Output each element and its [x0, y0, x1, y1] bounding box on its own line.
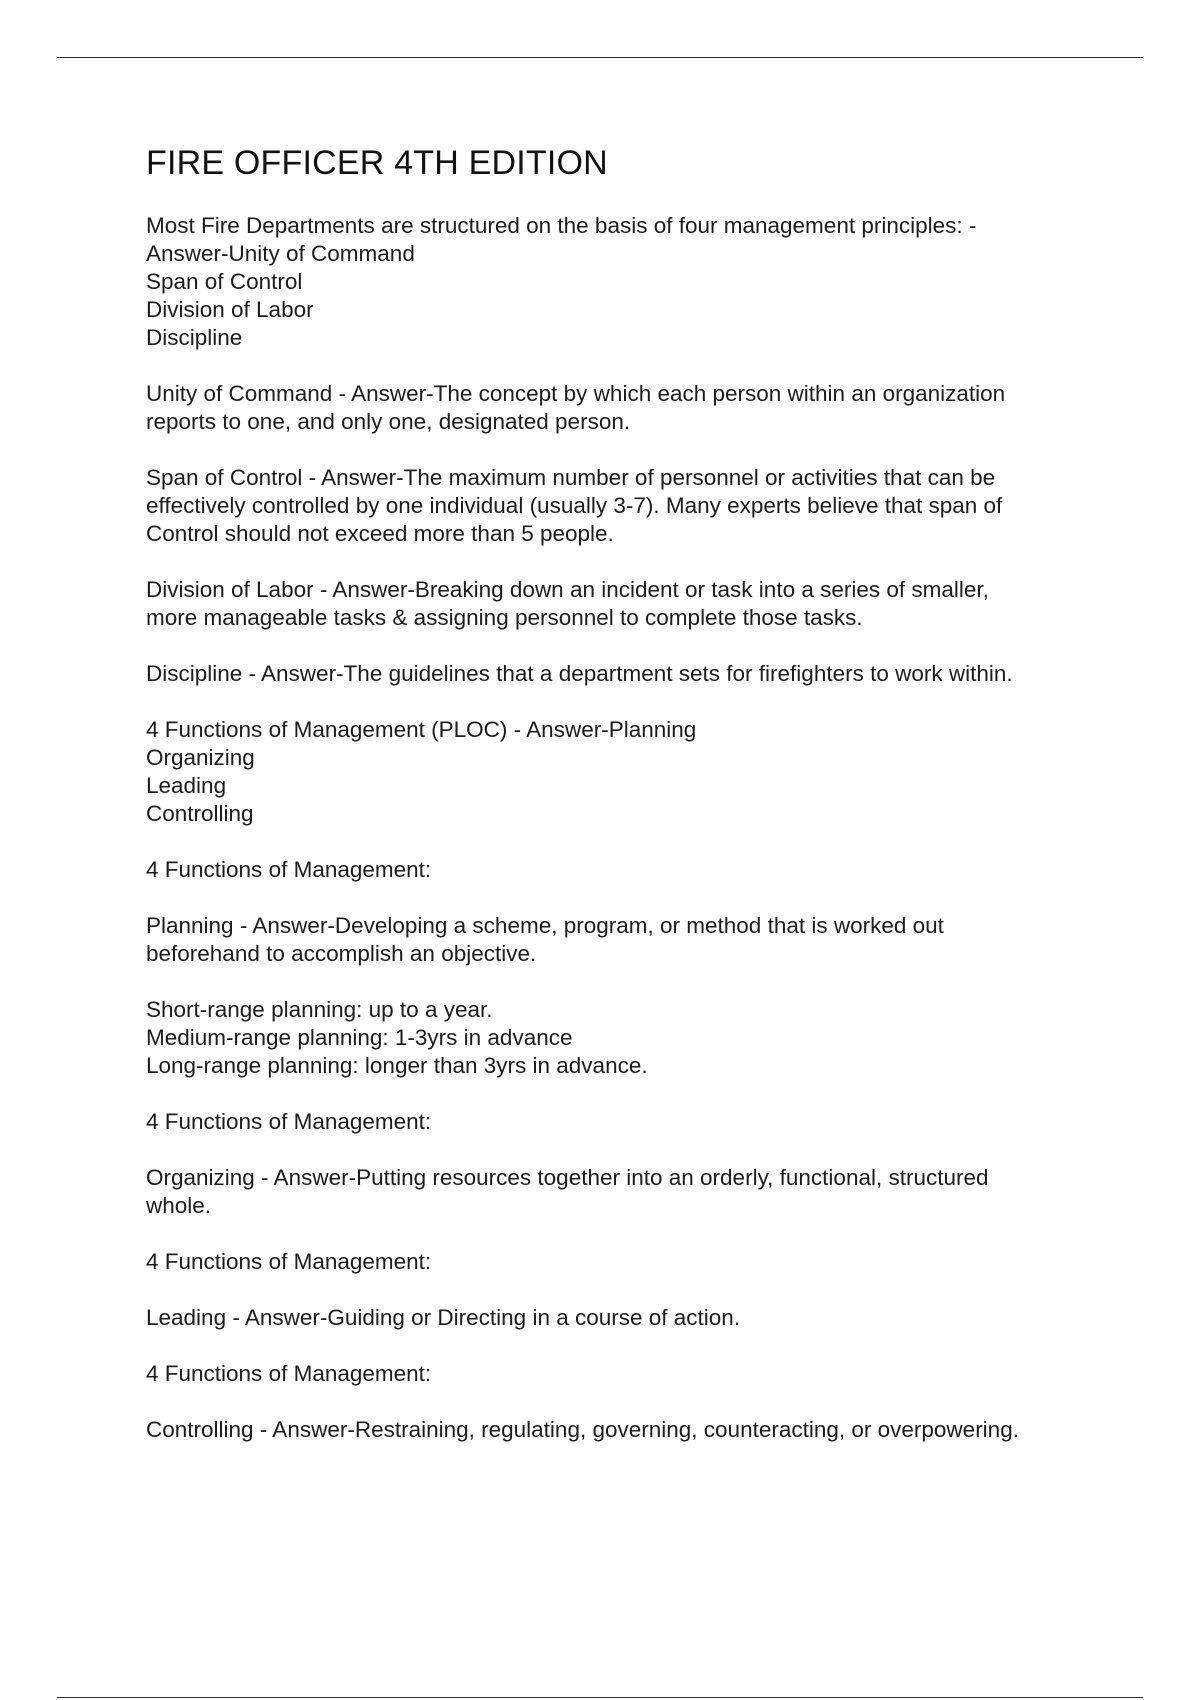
entry-line: Short-range planning: up to a year. [146, 997, 493, 1022]
document-title: FIRE OFFICER 4TH EDITION [146, 144, 608, 182]
entry-line: Span of Control - Answer-The maximum number of personnel or activities that can be [146, 465, 996, 490]
entry-line: Leading - Answer-Guiding or Directing in a course of action. [146, 1305, 741, 1330]
entry-functions-heading [146, 1108, 1106, 1136]
entry-line: Span of Control [146, 269, 303, 294]
entry-line: more manageable tasks & assigning personnel to complete those tasks. [146, 605, 863, 630]
entry-line: Planning - Answer-Developing a scheme, program, or method that is worked out [146, 913, 944, 938]
entry-line: Answer-Unity of Command [146, 241, 415, 266]
entry-line: Division of Labor [146, 297, 314, 322]
entry-line: whole. [146, 1193, 212, 1218]
entry-line: Unity of Command - Answer-The concept by which each person within an organization [146, 381, 1006, 406]
entry-discipline [146, 660, 1106, 688]
entry-line: Discipline [146, 325, 243, 350]
entry-line: 4 Functions of Management: [146, 1361, 432, 1386]
entry-functions-ploc [146, 716, 1106, 828]
entry-line: reports to one, and only one, designated person. [146, 409, 631, 434]
entry-line: Organizing - Answer-Putting resources together into an orderly, functional, structured [146, 1165, 989, 1190]
entry-line: Controlling - Answer-Restraining, regulating, governing, counteracting, or overpowering. [146, 1417, 1019, 1442]
entry-planning [146, 912, 1106, 968]
entry-line: Leading [146, 773, 227, 798]
entry-functions-heading [146, 856, 1106, 884]
entry-management-principles [146, 212, 1106, 352]
document-body [146, 140, 1106, 1472]
entry-line: Medium-range planning: 1-3yrs in advance [146, 1025, 573, 1050]
entry-line: Organizing [146, 745, 255, 770]
entry-functions-heading [146, 1360, 1106, 1388]
entry-span-of-control [146, 464, 1106, 548]
entry-planning-ranges [146, 996, 1106, 1080]
entry-line: Most Fire Departments are structured on the basis of four management principles: - [146, 213, 977, 238]
entry-division-of-labor [146, 576, 1106, 632]
entry-line: 4 Functions of Management: [146, 857, 432, 882]
entry-unity-of-command [146, 380, 1106, 436]
entry-controlling [146, 1416, 1106, 1444]
entry-line: Discipline - Answer-The guidelines that a department sets for firefighters to work within. [146, 661, 1013, 686]
entry-line: Control should not exceed more than 5 people. [146, 521, 614, 546]
entry-line: Controlling [146, 801, 254, 826]
entry-functions-heading [146, 1248, 1106, 1276]
entry-line: 4 Functions of Management: [146, 1109, 432, 1134]
bottom-rule [57, 1697, 1143, 1698]
entry-leading [146, 1304, 1106, 1332]
entry-line: Division of Labor - Answer-Breaking down an incident or task into a series of smaller, [146, 577, 989, 602]
entry-organizing [146, 1164, 1106, 1220]
entry-line: Long-range planning: longer than 3yrs in advance. [146, 1053, 648, 1078]
entry-line: effectively controlled by one individual (usually 3-7). Many experts believe that span of [146, 493, 1003, 518]
entry-line: 4 Functions of Management (PLOC) - Answer-Planning [146, 717, 697, 742]
entry-line: beforehand to accomplish an objective. [146, 941, 537, 966]
entry-line: 4 Functions of Management: [146, 1249, 432, 1274]
top-rule [57, 57, 1143, 58]
